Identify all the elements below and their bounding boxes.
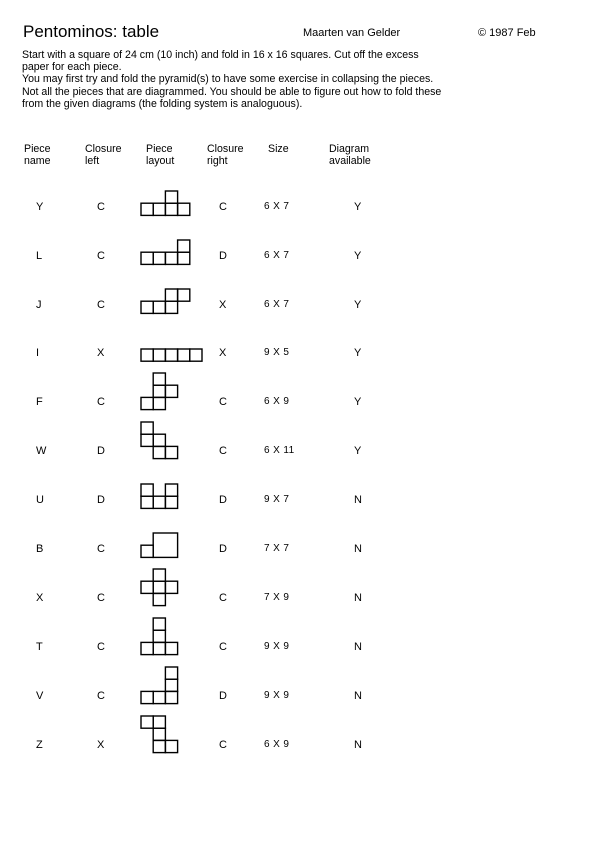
piece-layout-x	[140, 568, 179, 607]
piece-size: 9 X 7	[264, 494, 290, 505]
piece-square	[165, 301, 177, 313]
piece-square	[141, 643, 153, 655]
piece-name: W	[36, 445, 47, 457]
header-piece-name: Piece name	[24, 143, 51, 167]
closure-right: C	[219, 592, 227, 604]
author: Maarten van Gelder	[303, 27, 401, 39]
piece-layout-f	[140, 372, 179, 411]
header-closure-right: Closure right	[207, 143, 244, 167]
piece-size: 6 X 9	[264, 396, 290, 407]
intro-line: from the given diagrams (the folding system is analoguous).	[22, 97, 303, 110]
piece-square	[165, 680, 177, 692]
piece-square	[178, 289, 190, 301]
piece-square	[178, 349, 190, 361]
diagram-available: Y	[354, 347, 362, 359]
closure-left: C	[97, 299, 105, 311]
piece-layout-z	[140, 715, 179, 754]
date: © 1987 Feb	[478, 27, 536, 39]
piece-square	[165, 203, 177, 215]
closure-right: C	[219, 445, 227, 457]
piece-name: J	[36, 299, 42, 311]
piece-square	[178, 240, 190, 252]
closure-right: X	[219, 347, 227, 359]
piece-layout-i	[140, 348, 203, 362]
piece-square	[165, 484, 177, 496]
header-diagram: Diagram available	[329, 143, 371, 167]
piece-square	[153, 349, 165, 361]
piece-square	[153, 533, 177, 557]
piece-layout-v	[140, 666, 179, 705]
piece-square	[141, 203, 153, 215]
piece-square	[165, 692, 177, 704]
piece-square	[153, 496, 165, 508]
piece-layout-t	[140, 617, 179, 656]
closure-right: C	[219, 201, 227, 213]
intro-line: You may first try and fold the pyramid(s) to have some exercise in collapsing the pieces.	[22, 73, 434, 86]
piece-name: I	[36, 347, 40, 359]
closure-right: D	[219, 250, 227, 262]
diagram-available: N	[354, 592, 362, 604]
closure-left: C	[97, 641, 105, 653]
closure-right: D	[219, 494, 227, 506]
piece-name: F	[36, 396, 43, 408]
piece-square	[153, 692, 165, 704]
piece-square	[153, 203, 165, 215]
closure-left: X	[97, 347, 105, 359]
piece-square	[153, 716, 165, 728]
piece-square	[165, 447, 177, 459]
piece-square	[153, 252, 165, 264]
piece-square	[165, 667, 177, 679]
piece-name: U	[36, 494, 44, 506]
closure-left: C	[97, 592, 105, 604]
piece-square	[153, 569, 165, 581]
intro-line: Not all the pieces that are diagrammed. You should be able to figure out how to fold these	[22, 85, 442, 98]
diagram-available: Y	[354, 201, 362, 213]
piece-square	[141, 435, 153, 447]
piece-square	[141, 692, 153, 704]
diagram-available: N	[354, 690, 362, 702]
piece-square	[153, 631, 165, 643]
intro-text	[22, 49, 441, 110]
closure-left: C	[97, 690, 105, 702]
piece-square	[153, 618, 165, 630]
closure-right: D	[219, 690, 227, 702]
piece-square	[153, 729, 165, 741]
piece-square	[153, 435, 165, 447]
closure-right: C	[219, 739, 227, 751]
closure-left: C	[97, 396, 105, 408]
closure-right: X	[219, 299, 227, 311]
piece-name: B	[36, 543, 44, 555]
diagram-available: Y	[354, 299, 362, 311]
piece-square	[141, 582, 153, 594]
diagram-available: Y	[354, 396, 362, 408]
piece-square	[141, 716, 153, 728]
piece-layout-l	[140, 239, 191, 265]
diagram-available: N	[354, 641, 362, 653]
closure-right: C	[219, 641, 227, 653]
piece-size: 9 X 9	[264, 641, 290, 652]
diagram-available: Y	[354, 250, 362, 262]
piece-square	[141, 398, 153, 410]
piece-layout-w	[140, 421, 179, 460]
piece-name: L	[36, 250, 43, 262]
piece-square	[165, 582, 177, 594]
piece-square	[165, 349, 177, 361]
piece-square	[153, 643, 165, 655]
piece-square	[141, 301, 153, 313]
piece-square	[141, 496, 153, 508]
header-size: Size	[268, 143, 289, 155]
piece-name: Z	[36, 739, 43, 751]
piece-square	[153, 582, 165, 594]
piece-size: 9 X 5	[264, 347, 290, 358]
closure-left: C	[97, 250, 105, 262]
diagram-available: N	[354, 494, 362, 506]
piece-square	[141, 545, 153, 557]
piece-square	[165, 741, 177, 753]
header-closure-left: Closure left	[85, 143, 122, 167]
page-title: Pentominos: table	[23, 22, 160, 41]
piece-size: 6 X 7	[264, 201, 290, 212]
header-piece-layout: Piece layout	[146, 143, 175, 167]
piece-layout-u	[140, 483, 179, 509]
piece-square	[153, 386, 165, 398]
piece-square	[141, 422, 153, 434]
piece-square	[178, 252, 190, 264]
piece-size: 7 X 7	[264, 543, 290, 554]
piece-size: 6 X 11	[264, 445, 295, 456]
piece-square	[141, 349, 153, 361]
closure-left: X	[97, 739, 105, 751]
piece-square	[165, 643, 177, 655]
piece-square	[178, 203, 190, 215]
piece-square	[141, 252, 153, 264]
piece-square	[165, 496, 177, 508]
closure-right: C	[219, 396, 227, 408]
piece-square	[153, 741, 165, 753]
piece-size: 6 X 9	[264, 739, 290, 750]
piece-size: 6 X 7	[264, 299, 290, 310]
closure-left: D	[97, 494, 105, 506]
piece-layout-b	[140, 532, 179, 558]
diagram-available: Y	[354, 445, 362, 457]
piece-size: 7 X 9	[264, 592, 290, 603]
closure-left: C	[97, 201, 105, 213]
piece-square	[141, 484, 153, 496]
intro-line: paper for each piece.	[22, 61, 122, 74]
piece-square	[190, 349, 202, 361]
intro-line: Start with a square of 24 cm (10 inch) and fold in 16 x 16 squares. Cut off the excess	[22, 49, 419, 61]
piece-name: Y	[36, 201, 44, 213]
piece-name: X	[36, 592, 44, 604]
piece-layout-j	[140, 288, 191, 314]
piece-name: V	[36, 690, 44, 702]
piece-square	[165, 289, 177, 301]
piece-name: T	[36, 641, 43, 653]
closure-left: D	[97, 445, 105, 457]
piece-layout-y	[140, 190, 191, 216]
piece-square	[165, 252, 177, 264]
piece-size: 6 X 7	[264, 250, 290, 261]
diagram-available: N	[354, 543, 362, 555]
piece-square	[153, 447, 165, 459]
piece-size: 9 X 9	[264, 690, 290, 701]
piece-square	[153, 373, 165, 385]
diagram-available: N	[354, 739, 362, 751]
piece-square	[165, 386, 177, 398]
closure-left: C	[97, 543, 105, 555]
piece-square	[153, 594, 165, 606]
piece-square	[153, 301, 165, 313]
closure-right: D	[219, 543, 227, 555]
piece-square	[165, 191, 177, 203]
piece-square	[153, 398, 165, 410]
